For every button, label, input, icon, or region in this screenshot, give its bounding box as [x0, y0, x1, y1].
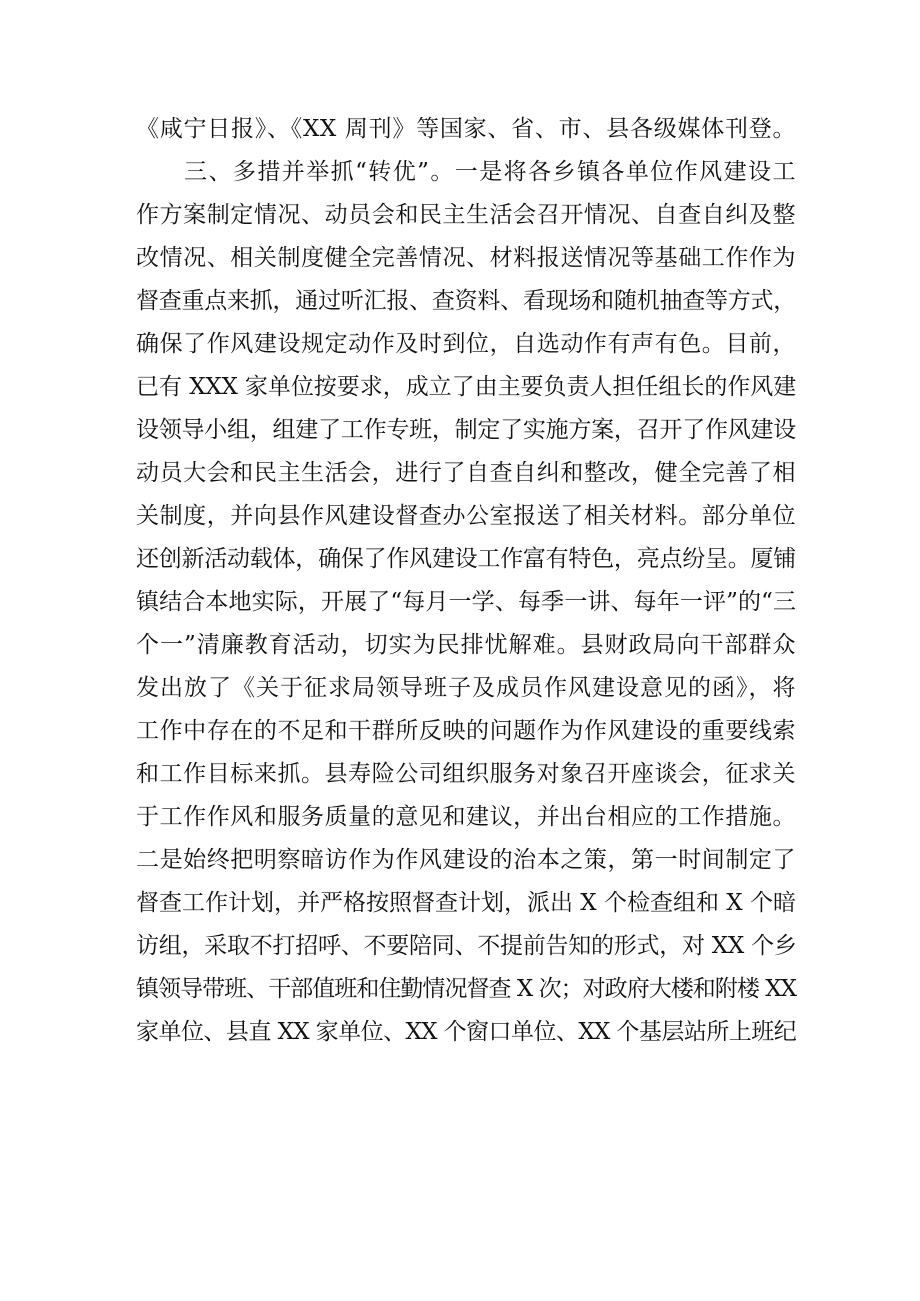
- text-line: 已有 XXX 家单位按要求，成立了由主要负责人担任组长的作风建: [136, 374, 796, 400]
- body-text: [136, 108, 796, 1054]
- text-line: 工作中存在的不足和干群所反映的问题作为作风建设的重要线索: [136, 718, 796, 744]
- text-line: 还创新活动载体，确保了作风建设工作富有特色，亮点纷呈。厦铺: [136, 546, 796, 572]
- text-line: 发出放了《关于征求局领导班子及成员作风建设意见的函》，将: [136, 675, 796, 701]
- text-line: 改情况、相关制度健全完善情况、材料报送情况等基础工作作为: [136, 245, 796, 271]
- text-line: 家单位、县直 XX 家单位、XX 个窗口单位、XX 个基层站所上班纪: [136, 1019, 796, 1045]
- paragraph-start-line: 三、多措并举抓“转优”。一是将各乡镇各单位作风建设工: [184, 159, 796, 185]
- text-line: 个一”清廉教育活动，切实为民排忧解难。县财政局向干部群众: [136, 632, 796, 658]
- text-line: 关制度，并向县作风建设督查办公室报送了相关材料。部分单位: [136, 503, 796, 529]
- text-line: 督查工作计划，并严格按照督查计划，派出 X 个检查组和 X 个暗: [136, 890, 796, 916]
- text-line: 于工作作风和服务质量的意见和建议，并出台相应的工作措施。: [136, 804, 796, 830]
- text-line: 动员大会和民主生活会，进行了自查自纠和整改，健全完善了相: [136, 460, 796, 486]
- text-line: 设领导小组，组建了工作专班，制定了实施方案，召开了作风建设: [136, 417, 796, 443]
- text-line: 二是始终把明察暗访作为作风建设的治本之策，第一时间制定了: [136, 847, 796, 873]
- text-line: 作方案制定情况、动员会和民主生活会召开情况、自查自纠及整: [136, 202, 796, 228]
- text-line: 《咸宁日报》、《XX 周刊》等国家、省、市、县各级媒体刊登。: [136, 116, 796, 142]
- text-line: 和工作目标来抓。县寿险公司组织服务对象召开座谈会，征求关: [136, 761, 796, 787]
- text-line: 镇结合本地实际，开展了“每月一学、每季一讲、每年一评”的“三: [136, 589, 796, 615]
- text-line: 访组，采取不打招呼、不要陪同、不提前告知的形式，对 XX 个乡: [136, 933, 797, 959]
- text-line: 镇领导带班、干部值班和住勤情况督查 X 次；对政府大楼和附楼 XX: [136, 976, 796, 1002]
- text-line: 督查重点来抓，通过听汇报、查资料、看现场和随机抽查等方式，: [136, 288, 796, 314]
- text-line: 确保了作风建设规定动作及时到位，自选动作有声有色。目前，: [136, 331, 796, 357]
